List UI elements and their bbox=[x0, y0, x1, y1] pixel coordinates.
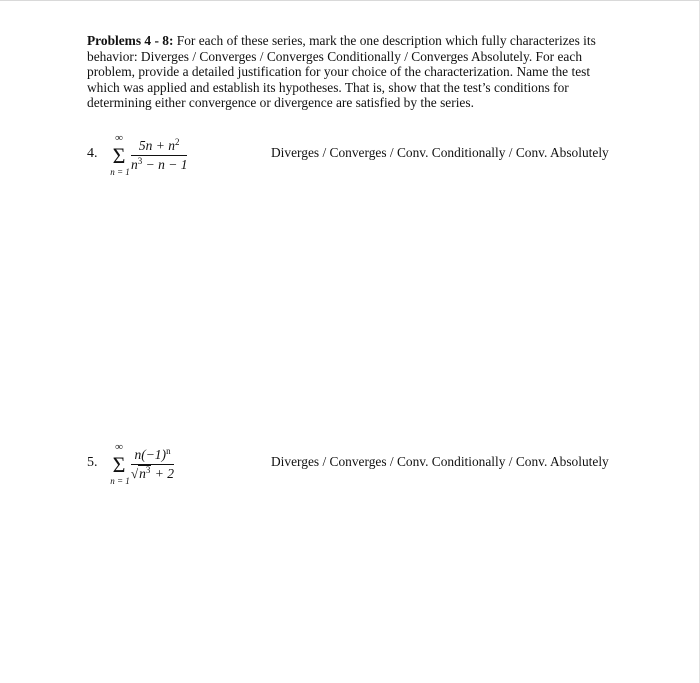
instructions-paragraph bbox=[87, 33, 617, 111]
answer-choices: Diverges / Converges / Conv. Conditionally / Conv. Absolutely bbox=[271, 454, 609, 469]
series-term-fraction bbox=[131, 138, 187, 173]
fraction-numerator: $5n + n^2$ bbox=[138, 137, 180, 153]
problem-number: 4. bbox=[87, 146, 98, 161]
radicand: $n^3$ bbox=[139, 465, 151, 481]
lower-limit: n = 1 bbox=[110, 476, 130, 486]
fraction-denominator: $√n^3 + 2$ bbox=[131, 465, 175, 481]
instructions-label: Problems 4 - 8: bbox=[87, 33, 174, 48]
upper-limit: ∞ bbox=[115, 441, 123, 453]
upper-limit: ∞ bbox=[115, 132, 123, 144]
answer-choices: Diverges / Converges / Conv. Conditionally / Conv. Absolutely bbox=[271, 145, 609, 160]
top-border bbox=[0, 0, 700, 1]
series-term-fraction bbox=[131, 447, 174, 482]
instructions-text: For each of these series, mark the one description which fully characterizes its behavior: Diverges / Converges / Converges Conditionally / Converges Absolutely. For each problem, provide a detailed justification for your choice of the characterization. Name the test which was applied and establish its hypotheses. That is, show that the test’s conditions for determining either convergence or divergence are satisfied by the series. bbox=[87, 33, 596, 111]
problem-5 bbox=[87, 441, 627, 511]
fraction-numerator: $n(-1)^n$ bbox=[134, 446, 171, 462]
radical-icon: √ bbox=[131, 466, 139, 481]
sigma-symbol: Σ bbox=[112, 143, 126, 168]
lower-limit: n = 1 bbox=[110, 167, 130, 177]
problem-4 bbox=[87, 132, 627, 202]
square-root bbox=[131, 466, 151, 482]
sigma-symbol: Σ bbox=[112, 452, 126, 477]
fraction-denominator: $n^3 - n - 1$ bbox=[131, 156, 188, 172]
problem-number: 5. bbox=[87, 455, 98, 470]
